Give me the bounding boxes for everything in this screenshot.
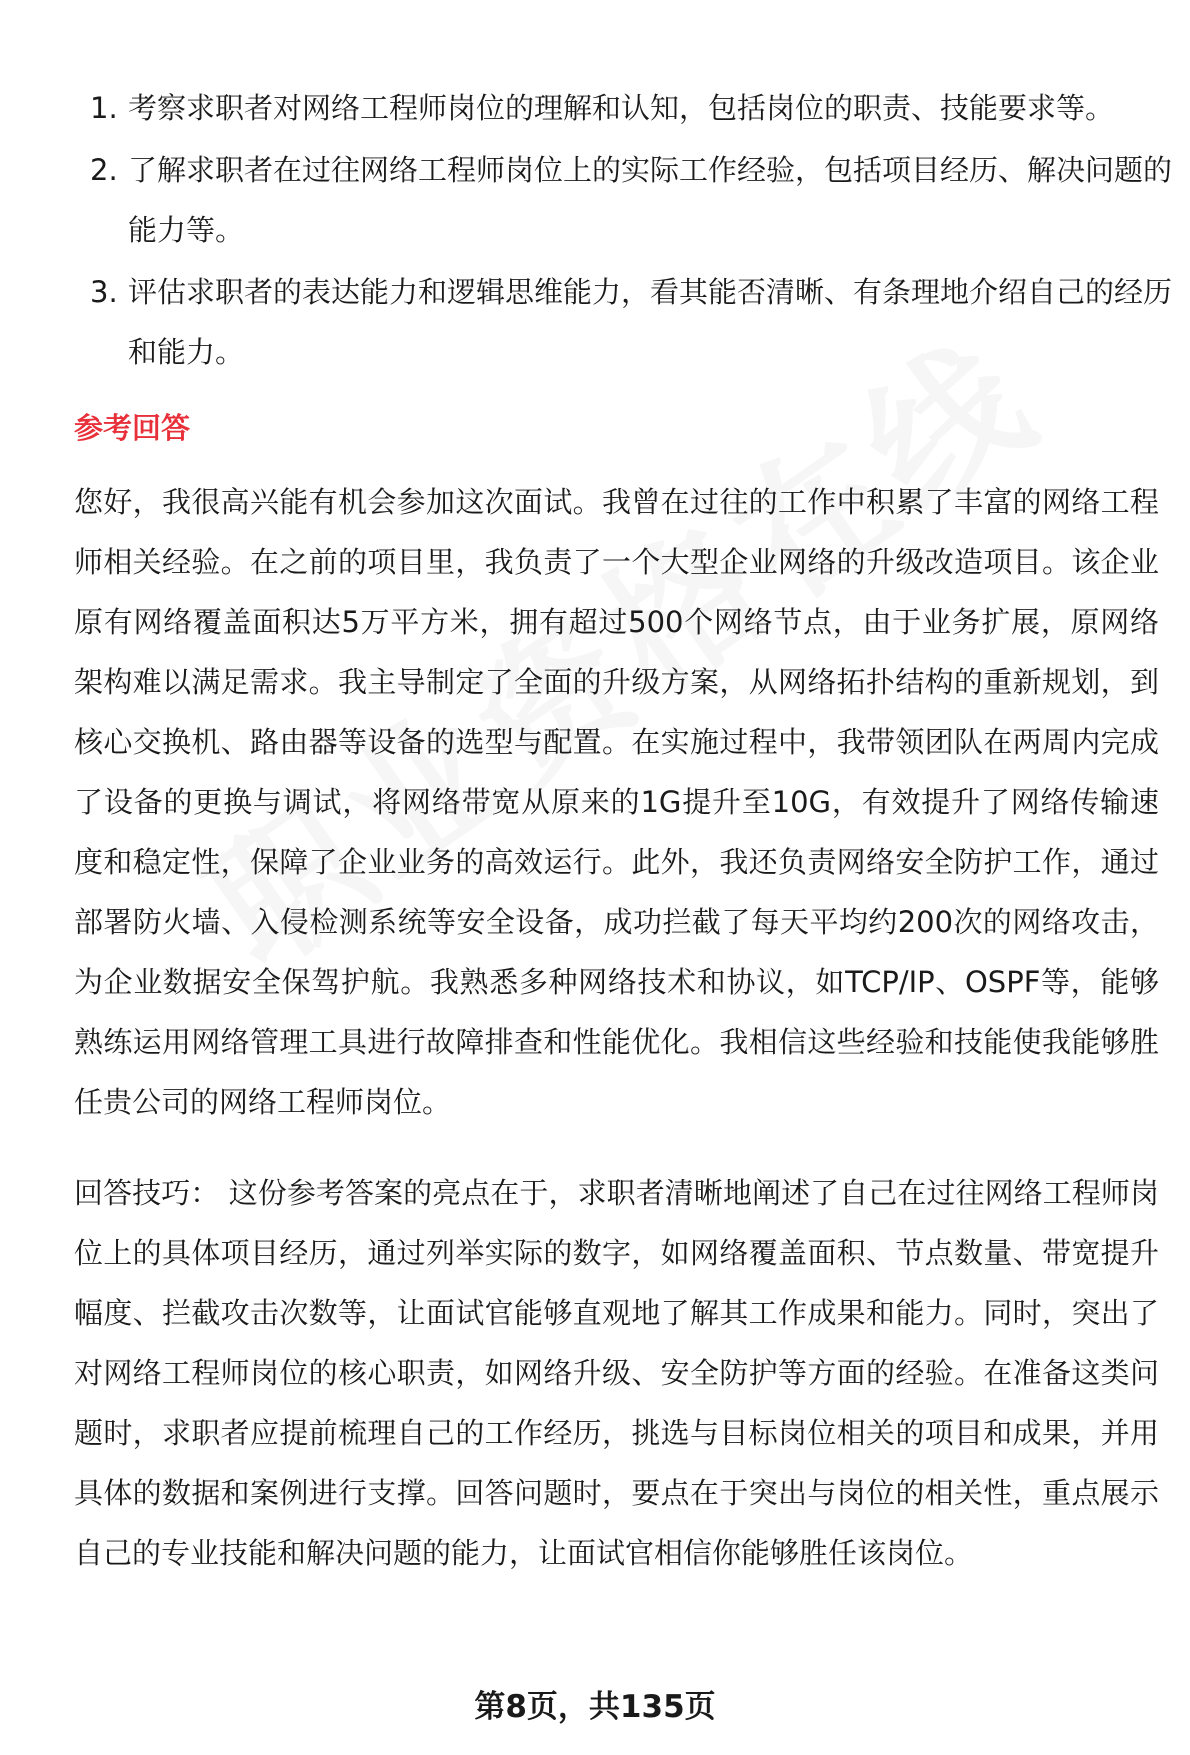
- list-item: [74, 78, 1174, 138]
- list-text: 考察求职者对网络工程师岗位的理解和认知，包括岗位的职责、技能要求等。: [128, 91, 1115, 125]
- list-item: [74, 140, 1174, 260]
- list-number: 3.: [90, 275, 118, 309]
- list-number: 2.: [90, 153, 118, 187]
- answer-tips: 回答技巧： 这份参考答案的亮点在于，求职者清晰地阐述了自己在过往网络工程师岗位上的具体项目经历，通过列举实际的数字，如网络覆盖面积、节点数量、带宽提升幅度、拦截攻击次数等，让面试官能够直观地了解其工作成果和能力。同时，突出了对网络工程师岗位的核心职责，如网络升级、安全防护等方面的经验。在准备这类问题时，求职者应提前梳理自己的工作经历，挑选与目标岗位相关的项目和成果，并用具体的数据和案例进行支撑。回答问题时，要点在于突出与岗位的相关性，重点展示自己的专业技能和解决问题的能力，让面试官相信你能够胜任该岗位。: [74, 1176, 1159, 1570]
- list-text: 了解求职者在过往网络工程师岗位上的实际工作经验，包括项目经历、解决问题的能力等。: [128, 153, 1173, 247]
- list-item: [74, 262, 1174, 382]
- list-text: 评估求职者的表达能力和逻辑思维能力，看其能否清晰、有条理地介绍自己的经历和能力。: [128, 275, 1173, 369]
- reference-answer: 您好，我很高兴能有机会参加这次面试。我曾在过往的工作中积累了丰富的网络工程师相关经验。在之前的项目里，我负责了一个大型企业网络的升级改造项目。该企业原有网络覆盖面积达5万平方米，拥有超过500个网络节点，由于业务扩展，原网络架构难以满足需求。我主导制定了全面的升级方案，从网络拓扑结构的重新规划，到核心交换机、路由器等设备的选型与配置。在实施过程中，我带领团队在两周内完成了设备的更换与调试，将网络带宽从原来的1G提升至10G，有效提升了网络传输速度和稳定性，保障了企业业务的高效运行。此外，我还负责网络安全防护工作，通过部署防火墙、入侵检测系统等安全设备，成功拦截了每天平均约200次的网络攻击，为企业数据安全保驾护航。我熟悉多种网络技术和协议，如TCP/IP、OSPF等，能够熟练运用网络管理工具进行故障排查和性能优化。我相信这些经验和技能使我能够胜任贵公司的网络工程师岗位。: [74, 485, 1159, 1119]
- page-footer: 第8页，共135页: [474, 1689, 716, 1725]
- question-intent-list: [74, 78, 1174, 384]
- section-title: 参考回答: [74, 411, 191, 445]
- list-number: 1.: [90, 91, 118, 125]
